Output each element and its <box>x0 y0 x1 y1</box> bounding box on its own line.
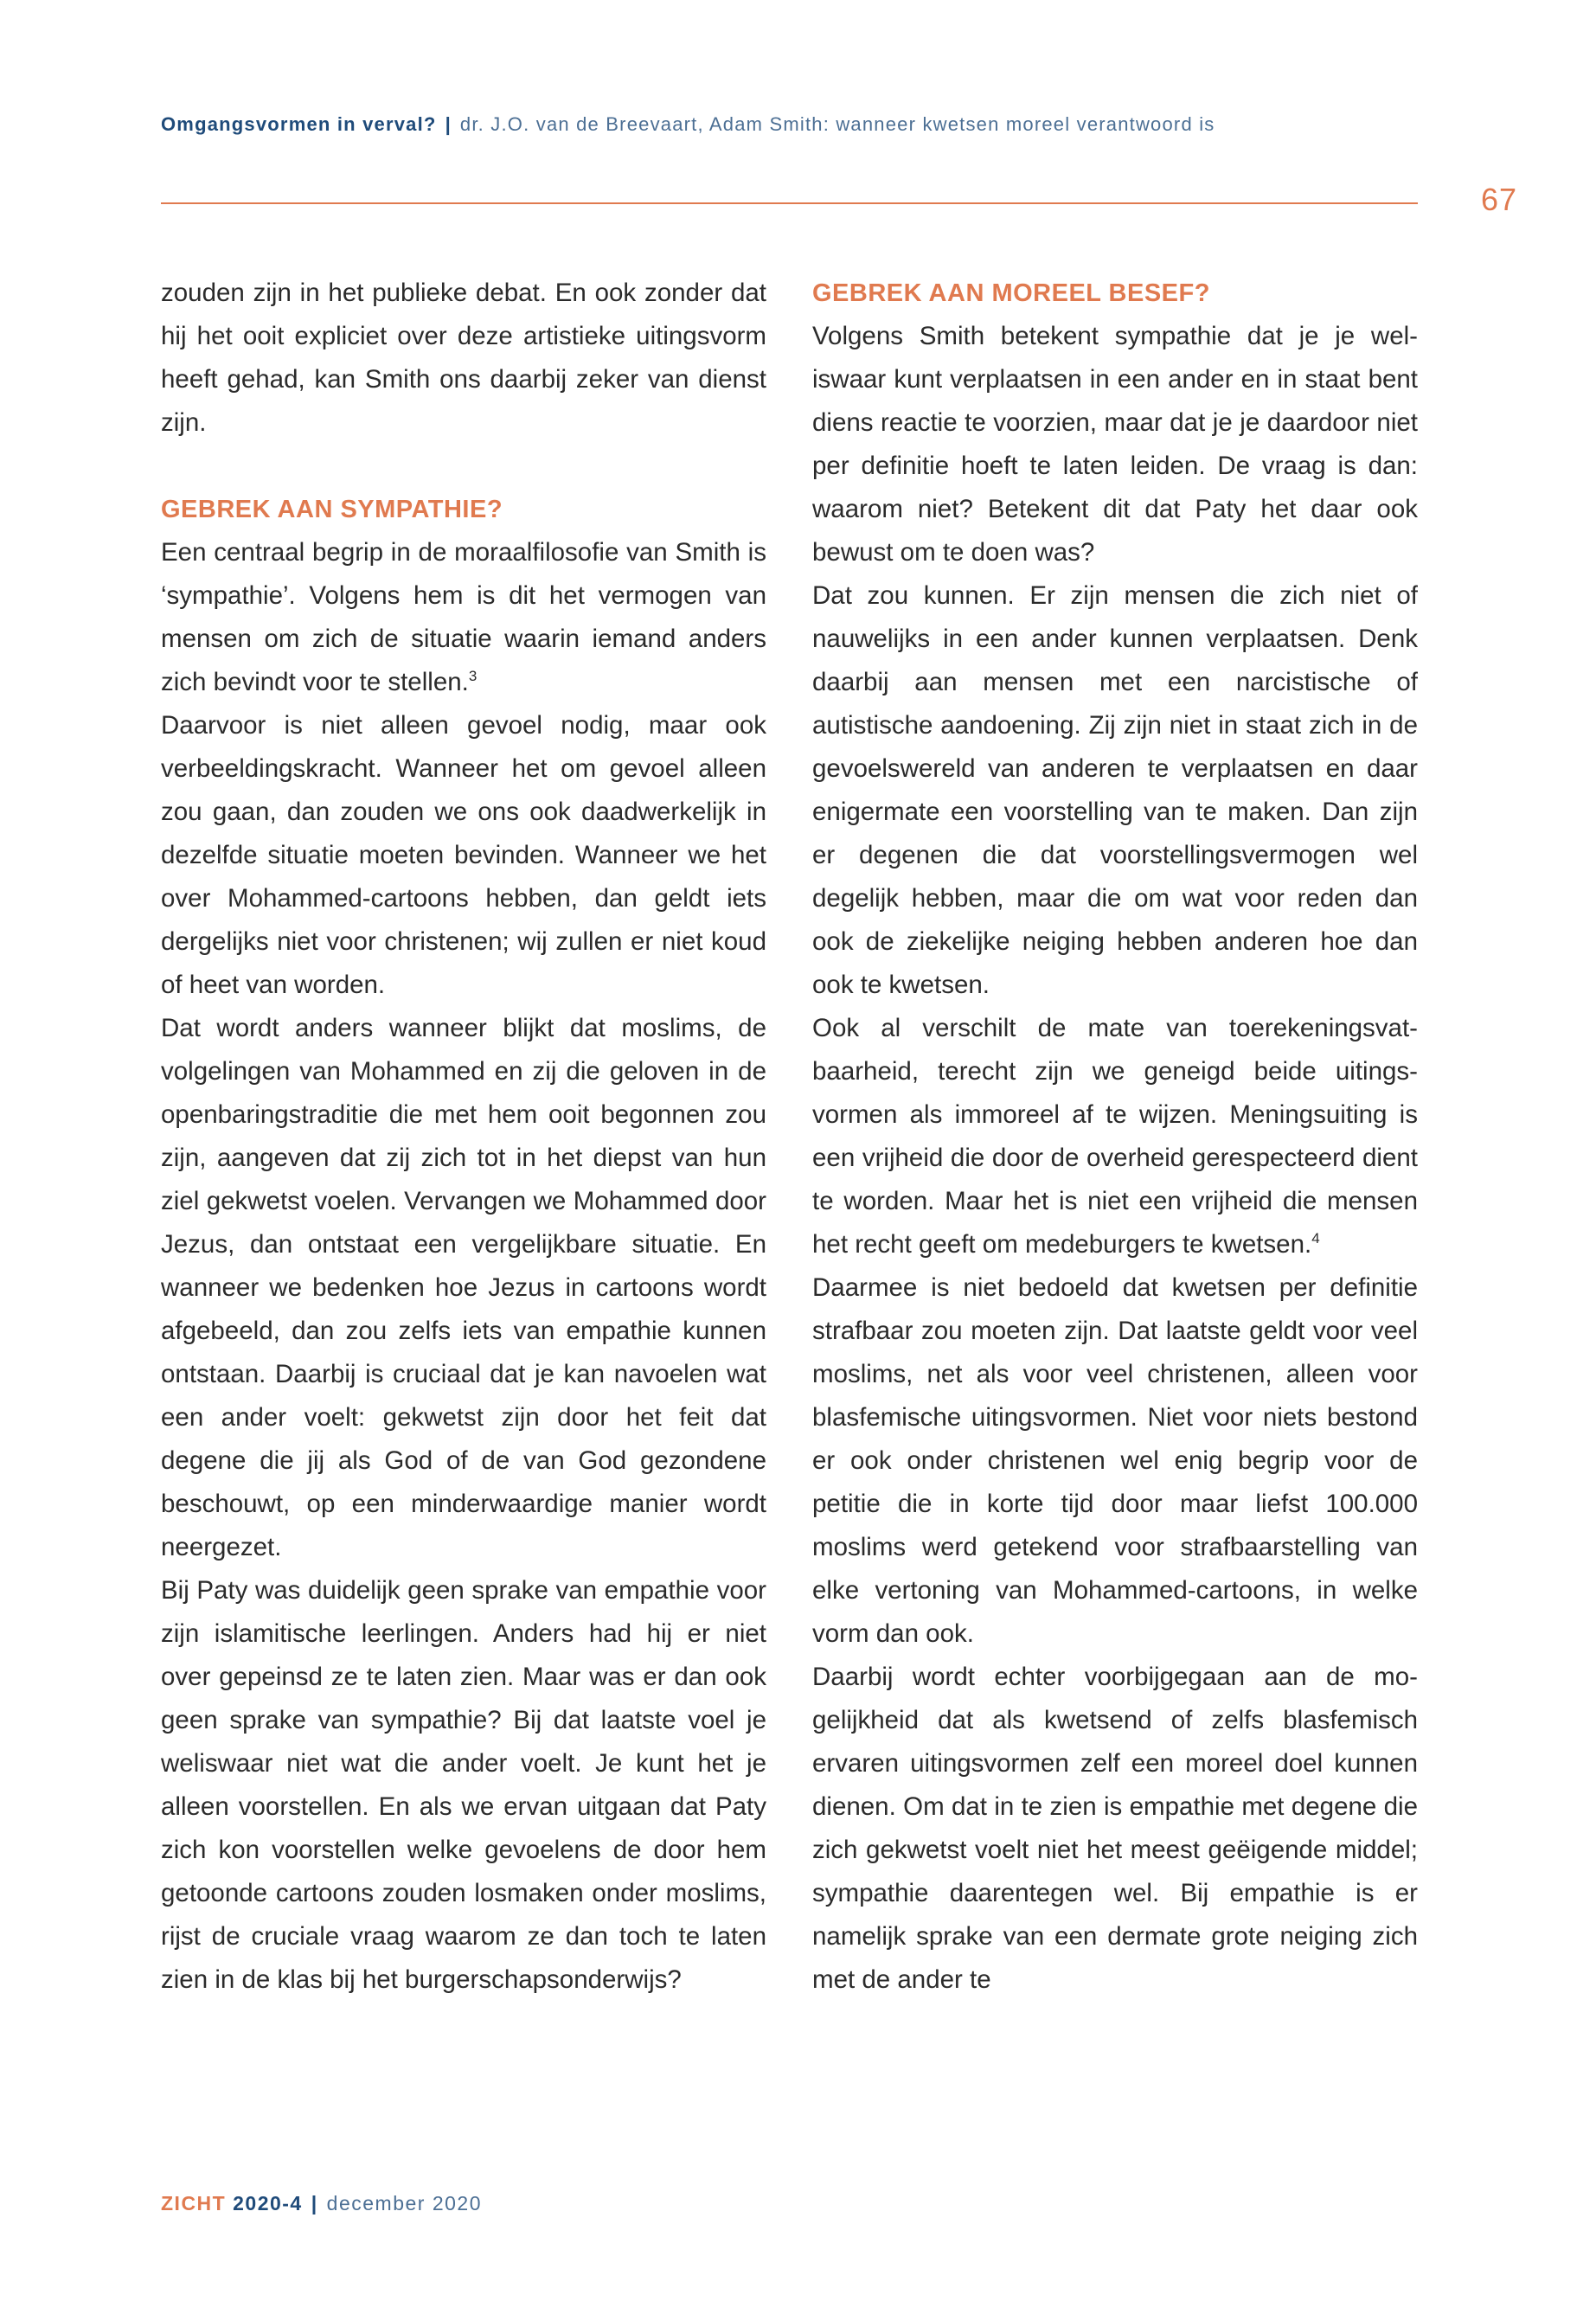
left-column <box>161 272 766 2002</box>
running-header <box>161 113 1458 136</box>
paragraph: Daarmee is niet bedoeld dat kwetsen per definitie strafbaar zou moeten zijn. Dat laatste geldt voor veel moslims, net als voor veel christenen, alleen voor blasfemische uitingsvormen. Niet voor niets bestond er ook onder christenen wel enig begrip voor de petitie die in korte tijd door maar liefst 100.000 moslims werd getekend voor strafbaarstelling van elke vertoning van Mohammed-cartoons, in welke vorm dan ook. <box>812 1273 1418 1648</box>
paragraph-text: Ook al verschilt de mate van toerekeningsvatbaarheid, terecht zijn we geneigd beide uitingsvormen als immoreel af te wijzen. Meningsuiting is een vrijheid die door de overheid gerespecteerd dient te worden. Maar het is niet een vrijheid die mensen het recht geeft om medeburgers te kwetsen. <box>812 1014 1418 1259</box>
intro-paragraph: zouden zijn in het publieke debat. En ook zonder dat hij het ooit expliciet over deze artistieke uitingsvorm heeft gehad, kan Smith ons daarbij zeker van dienst zijn. <box>161 279 766 437</box>
paragraph: Bij Paty was duidelijk geen sprake van empathie voor zijn islamitische leerlingen. Anders had hij er niet over gepeinsd ze te laten zien. Maar was er dan ook geen sprake van sympathie? Bij dat laatste voel je weliswaar niet wat die ander voelt. Je kunt het je alleen voorstellen. En als we ervan uitgaan dat Paty zich kon voorstellen welke gevoelens de door hem getoonde cartoons zouden losmaken onder moslims, rijst de cruciale vraag waarom ze dan toch te laten zien in de klas bij het burgerschapsonderwijs? <box>161 1576 766 1994</box>
footnote-ref[interactable]: 4 <box>1311 1230 1320 1247</box>
footer-separator: | <box>311 2192 318 2214</box>
header-rule <box>161 202 1418 204</box>
issue-date: december 2020 <box>326 2192 483 2214</box>
article-subtitle: dr. J.O. van de Breevaart, Adam Smith: wanneer kwetsen moreel verantwoord is <box>459 113 1215 135</box>
series-title: Omgangsvormen in verval? <box>161 113 437 135</box>
paragraph-text: Een centraal begrip in de moraalfilosofie van Smith is ‘sympathie’. Volgens hem is dit het vermogen van mensen om zich de situatie waarin iemand anders zich bevindt voor te stellen. <box>161 538 766 696</box>
footnote-ref[interactable]: 3 <box>468 668 478 685</box>
section-heading-sympathie: GEBREK AAN SYMPATHIE? <box>161 496 503 523</box>
page-number: 67 <box>1481 182 1518 217</box>
right-column <box>812 272 1418 2002</box>
paragraph: Daarvoor is niet alleen gevoel nodig, maar ook verbeeldingskracht. Wanneer het om gevoel alleen zou gaan, dan zouden we ons ook daadwerkelijk in dezelfde situatie moeten bevinden. Wanneer we het over Mohammed-cartoons hebben, dan geldt iets dergelijks niet voor christenen; wij zullen er niet koud of heet van worden. <box>161 711 766 999</box>
issue-number: 2020-4 <box>233 2192 303 2214</box>
page-footer <box>161 2192 482 2215</box>
paragraph <box>161 531 766 704</box>
magazine-name: ZICHT <box>161 2192 227 2214</box>
paragraph <box>812 1007 1418 1266</box>
section-heading-moreel-besef: GEBREK AAN MOREEL BESEF? <box>812 279 1210 307</box>
paragraph: Volgens Smith betekent sympathie dat je je weliswaar kunt verplaatsen in een ander en in staat bent diens reactie te voorzien, maar dat je je daardoor niet per definitie hoeft te laten leiden. De vraag is dan: waarom niet? Betekent dit dat Paty het daar ook bewust om te doen was? <box>812 322 1418 567</box>
paragraph: Dat wordt anders wanneer blijkt dat moslims, de volgelingen van Mohammed en zij die geloven in de openbaringstraditie die met hem ooit begonnen zou zijn, aangeven dat zij zich tot in het diepst van hun ziel gekwetst voelen. Vervangen we Mohammed door Jezus, dan ontstaat een vergelijkbare situatie. En wanneer we bedenken hoe Jezus in cartoons wordt afgebeeld, dan zou zelfs iets van empathie kunnen ontstaan. Daarbij is cruciaal dat je kan navoelen wat een ander voelt: gekwetst zijn door het feit dat degene die jij als God of de van God gezondene beschouwt, op een minderwaardige manier wordt neergezet. <box>161 1014 766 1561</box>
paragraph: Dat zou kunnen. Er zijn mensen die zich niet of nauwelijks in een ander kunnen verplaatsen. Denk daarbij aan mensen met een narcistische of autistische aandoening. Zij zijn niet in staat zich in de gevoelswereld van anderen te verplaatsen en daar enigermate een voorstelling van te maken. Dan zijn er degenen die dat voorstellingsvermogen wel degelijk hebben, maar die om wat voor reden dan ook de ziekelijke neiging hebben anderen hoe dan ook te kwetsen. <box>812 581 1418 999</box>
header-separator: | <box>445 113 452 135</box>
paragraph: Daarbij wordt echter voorbijgegaan aan de mogelijkheid dat als kwetsend of zelfs blasfemisch ervaren uitingsvormen zelf een moreel doel kunnen dienen. Om dat in te zien is empathie met degene die zich gekwetst voelt niet het meest geëigende middel; sympathie daarentegen wel. Bij empathie is er namelijk sprake van een dermate grote neiging zich met de ander te <box>812 1663 1418 1994</box>
